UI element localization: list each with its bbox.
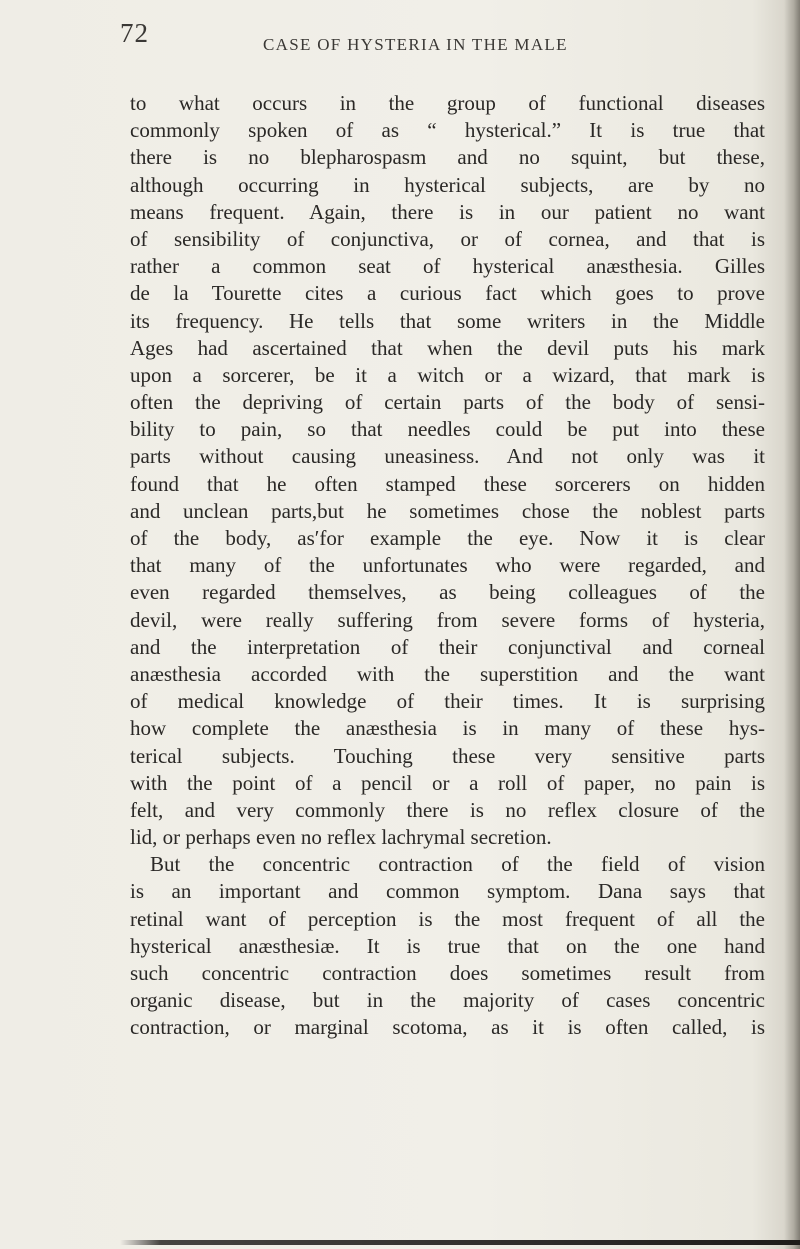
text-line: means frequent. Again, there is in our patient no want: [130, 199, 765, 224]
text-line: and the interpretation of their conjunctival and corneal: [130, 634, 765, 659]
page-header: [120, 18, 760, 54]
text-line: there is no blepharospasm and no squint, but these,: [130, 145, 765, 170]
page-number: 72: [120, 18, 149, 48]
text-line: hysterical anæsthesiæ. It is true that on the one hand: [130, 933, 765, 958]
page-bottom-edge: [120, 1240, 800, 1245]
body-text: [130, 90, 765, 1042]
text-line: lid, or perhaps even no reflex lachrymal secretion.: [130, 825, 552, 850]
text-line: bility to pain, so that needles could be put into these: [130, 417, 765, 442]
text-line: commonly spoken of as “ hysterical.” It is true that: [130, 118, 765, 143]
text-line: de la Tourette cites a curious fact which goes to prove: [130, 281, 765, 306]
text-line: of medical knowledge of their times. It is surprising: [130, 689, 765, 714]
text-line: of the body, as′for example the eye. Now it is clear: [130, 526, 765, 550]
text-line: retinal want of perception is the most frequent of all the: [130, 906, 765, 931]
text-line: is an important and common symptom. Dana says that: [130, 879, 765, 904]
text-line: found that he often stamped these sorcerers on hidden: [130, 471, 765, 496]
text-line: even regarded themselves, as being colleagues of the: [130, 580, 765, 605]
text-line: felt, and very commonly there is no reflex closure of the: [130, 797, 765, 822]
running-head: CASE OF HYSTERIA IN THE MALE: [263, 35, 568, 54]
text-line: upon a sorcerer, be it a witch or a wizard, that mark is: [130, 362, 765, 387]
text-line: that many of the unfortunates who were regarded, and: [130, 553, 765, 578]
text-line: to what occurs in the group of functional diseases: [130, 91, 765, 115]
text-line: often the depriving of certain parts of the body of sensi-: [130, 390, 765, 415]
text-line: contraction, or marginal scotoma, as it is often called, is: [130, 1015, 765, 1040]
text-line: its frequency. He tells that some writers in the Middle: [130, 308, 765, 333]
text-line: But the concentric contraction of the field of vision: [150, 852, 765, 877]
text-line: terical subjects. Touching these very sensitive parts: [130, 743, 765, 768]
text-line: of sensibility of conjunctiva, or of cornea, and that is: [130, 226, 765, 251]
text-line: Ages had ascertained that when the devil puts his mark: [130, 335, 765, 360]
text-line: how complete the anæsthesia is in many of these hys-: [130, 716, 765, 741]
text-line: organic disease, but in the majority of cases concentric: [130, 988, 765, 1013]
page-edge-shadow: [784, 0, 800, 1249]
text-line: with the point of a pencil or a roll of paper, no pain is: [130, 770, 765, 795]
text-line: anæsthesia accorded with the superstition and the want: [130, 661, 765, 686]
text-line: such concentric contraction does sometimes result from: [130, 961, 765, 985]
text-line: although occurring in hysterical subjects, are by no: [130, 172, 765, 197]
text-line: rather a common seat of hysterical anæsthesia. Gilles: [130, 254, 765, 279]
text-line: and unclean parts,but he sometimes chose the noblest parts: [130, 498, 765, 523]
text-line: devil, were really suffering from severe forms of hysteria,: [130, 607, 765, 632]
text-line: parts without causing uneasiness. And not only was it: [130, 444, 765, 469]
